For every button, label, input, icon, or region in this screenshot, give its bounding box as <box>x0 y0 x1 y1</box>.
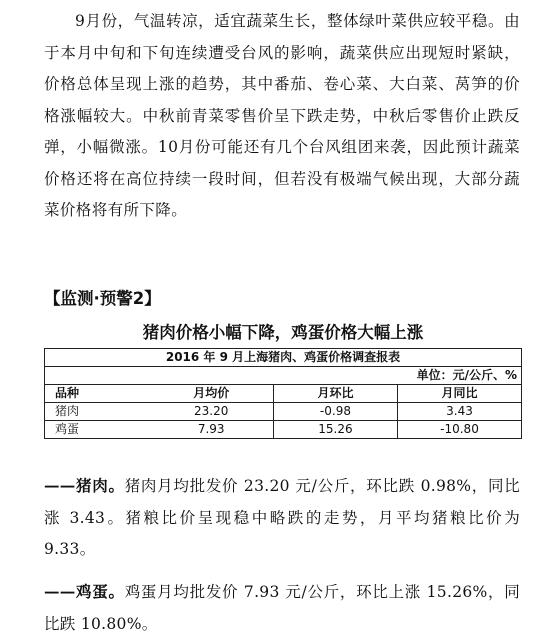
table-caption-row <box>45 349 522 367</box>
cell-yoy: 3.43 <box>397 403 521 421</box>
table-header-row <box>45 385 522 403</box>
pork-note <box>44 470 520 566</box>
intro-paragraph: 9月份，气温转凉，适宜蔬菜生长，整体绿叶菜供应较平稳。由于本月中旬和下旬连续遭受台风的影响，蔬菜供应出现短时紧缺，价格总体呈现上涨的趋势，其中番茄、卷心菜、大白菜、莴笋的价格涨幅较大。中秋前青菜零售价呈下跌走势，中秋后零售价止跌反弹，小幅微涨。10月份可能还有几个台风组团来袭，因此预计蔬菜价格还将在高位持续一段时间，但若没有极端气候出现，大部分蔬菜价格将有所下降。 <box>44 12 520 219</box>
cell-mom: 15.26 <box>273 421 397 439</box>
table-unit: 单位：元/公斤、% <box>45 367 522 385</box>
cell-variety: 猪肉 <box>45 403 150 421</box>
cell-mom: -0.98 <box>273 403 397 421</box>
header-mom: 月环比 <box>273 385 397 403</box>
pork-note-lead: ——猪肉。 <box>44 476 125 495</box>
table-row <box>45 403 522 421</box>
cell-variety: 鸡蛋 <box>45 421 150 439</box>
table-row <box>45 421 522 439</box>
table-caption: 2016 年 9 月上海猪肉、鸡蛋价格调查报表 <box>45 349 522 367</box>
cell-monthly-avg: 7.93 <box>149 421 273 439</box>
price-table <box>44 348 522 439</box>
cell-yoy: -10.80 <box>397 421 521 439</box>
section-label: 【监测·预警2】 <box>44 289 161 308</box>
pork-note-text: 猪肉月均批发价 23.20 元/公斤，环比跌 0.98%，同比涨 3.43。猪粮比价呈现稳中略跌的走势，月平均猪粮比价为 9.33。 <box>44 477 520 558</box>
header-variety: 品种 <box>45 385 150 403</box>
egg-note <box>44 576 520 640</box>
section-headline: 猪肉价格小幅下降，鸡蛋价格大幅上涨 <box>142 323 424 342</box>
table-unit-row <box>45 367 522 385</box>
egg-note-text: 鸡蛋月均批发价 7.93 元/公斤，环比上涨 15.26%，同比跌 10.80%。 <box>44 583 520 633</box>
header-monthly-avg: 月均价 <box>149 385 273 403</box>
header-yoy: 月同比 <box>397 385 521 403</box>
cell-monthly-avg: 23.20 <box>149 403 273 421</box>
egg-note-lead: ——鸡蛋。 <box>44 582 125 601</box>
